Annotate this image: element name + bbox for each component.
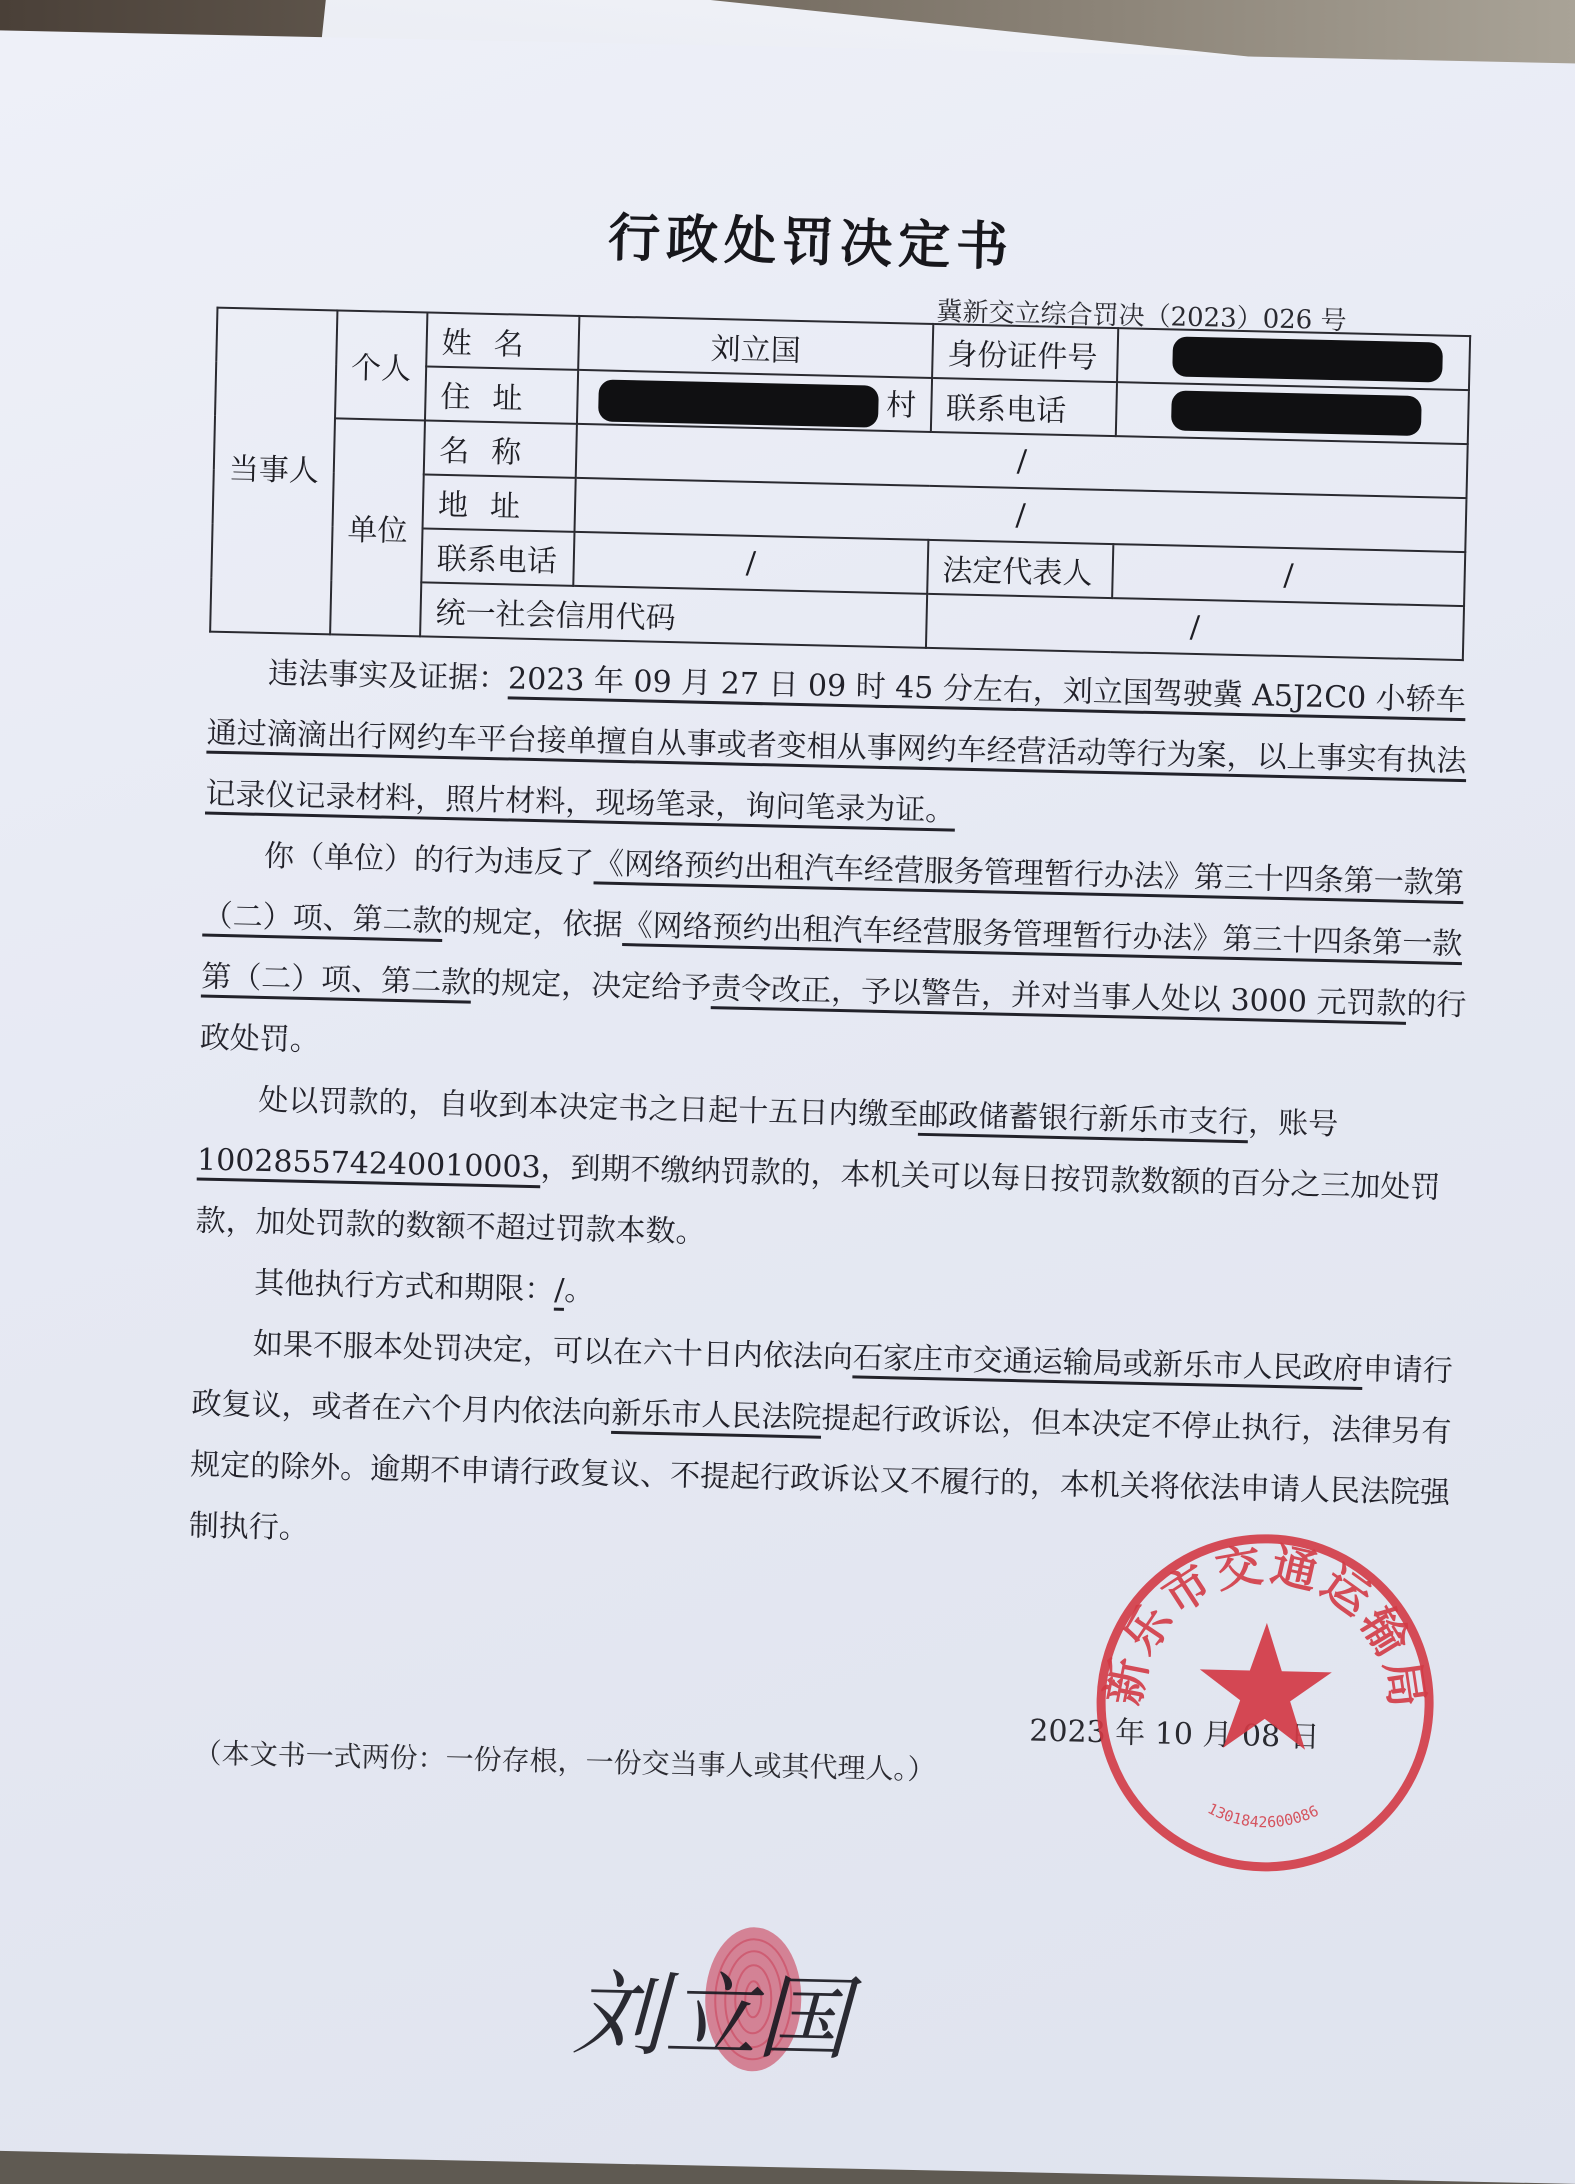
id-number-label: 身份证件号	[932, 324, 1118, 382]
credit-code-value: /	[926, 594, 1464, 660]
id-number-value	[1117, 328, 1471, 390]
unit-address-value: /	[575, 478, 1467, 552]
facts-paragraph	[205, 642, 1484, 854]
individual-label: 个人	[335, 310, 427, 420]
copies-note: （本文书一式两份：一份存根，一份交当事人或其代理人。）	[193, 1736, 936, 1787]
credit-code-label: 统一社会信用代码	[420, 582, 927, 647]
redaction-mark	[1172, 336, 1443, 382]
unit-name-value: /	[576, 424, 1468, 498]
name-value: 刘立国	[579, 316, 933, 378]
violation-paragraph: 你（单位）的行为违反了《网络预约出租汽车经营服务管理暂行办法》第三十四条第一款第（二）项、第二款的规定，依据《网络预约出租汽车经营服务管理暂行办法》第三十四条第一款第（二）项、第二款的规定，决定给予责令改正，予以警告，并对当事人处以 3000 元罚款的行政处罚。	[199, 838, 1467, 1059]
unit-phone-value: /	[574, 532, 928, 594]
legal-rep-value: /	[1112, 544, 1466, 606]
address-label: 住址	[425, 366, 579, 423]
unit-address-label: 地址	[423, 474, 577, 531]
court-name: 新乐市人民法院	[611, 1395, 822, 1436]
redaction-mark	[1171, 390, 1422, 436]
address-value: 村	[577, 370, 931, 432]
signature-with-fingerprint	[561, 1915, 865, 2102]
redaction-mark	[598, 379, 879, 427]
penalty-text: 责令改正，予以警告，并对当事人处以 3000 元罚款	[710, 971, 1407, 1022]
facts-text: 2023 年 09 月 27 日 09 时 45 分左右，刘立国驾驶冀 A5J2C0 小轿车通过滴滴出行网约车平台接单擅自从事或者变相从事网约车经营活动等行为案，以上事实有执法记录仪记录材料，照片材料，现场笔录，询问笔录为证。	[205, 661, 1467, 829]
unit-phone-label: 联系电话	[421, 528, 575, 585]
payment-bank: 邮政储蓄银行新乐市支行	[917, 1097, 1249, 1141]
name-label: 姓名	[426, 312, 580, 369]
svg-text:新乐市交通运输局: 新乐市交通运输局	[1095, 1536, 1436, 1715]
phone-value	[1115, 382, 1469, 444]
unit-label: 单位	[330, 418, 425, 636]
appeal-paragraph: 如果不服本处罚决定，可以在六十日内依法向石家庄市交通运输局或新乐市人民政府申请行政复议，或者在六个月内依法向新乐市人民法院提起行政诉讼，但本决定不停止执行，法律另有规定的除外。逾期不申请行政复议、不提起行政诉讼又不履行的，本机关将依法申请人民法院强制执行。	[188, 1326, 1454, 1547]
party-info-table	[209, 307, 1471, 661]
phone-label: 联系电话	[931, 378, 1117, 436]
other-execution-paragraph: 其他执行方式和期限：/。	[253, 1265, 595, 1309]
document-number: 冀新交立综合罚决（2023）026 号	[936, 297, 1347, 337]
svg-text:1301842600086: 1301842600086	[1204, 1799, 1322, 1832]
svg-text:刘立国: 刘立国	[571, 1960, 851, 2074]
document-title: 行政处罚决定书	[607, 208, 1015, 278]
document-body	[188, 642, 1483, 1586]
account-number: 100285574240010003	[196, 1142, 542, 1186]
violated-law: 《网络预约出租汽车经营服务管理暂行办法》第三十四条第一款第（二）项、第二款	[202, 846, 1465, 939]
review-authority: 石家庄市交通运输局或新乐市人民政府	[852, 1340, 1364, 1387]
official-seal-stamp	[1089, 1527, 1442, 1880]
legal-rep-label: 法定代表人	[927, 540, 1113, 598]
issue-date: 2023 年 10 月 08 日	[1029, 1713, 1321, 1756]
party-label: 当事人	[210, 308, 337, 635]
payment-paragraph: 处以罚款的，自收到本决定书之日起十五日内缴至邮政储蓄银行新乐市支行，账号100285574240010003，到期不缴纳罚款的，本机关可以每日按罚款数额的百分之三加处罚款，加处罚款的数额不超过罚款本数。	[195, 1082, 1441, 1251]
basis-law: 《网络预约出租汽车经营服务管理暂行办法》第三十四条第一款第（二）项、第二款	[200, 908, 1463, 1001]
facts-lead: 违法事实及证据：	[267, 655, 509, 697]
unit-name-label: 名称	[424, 420, 578, 477]
other-execution-value: /	[553, 1272, 565, 1308]
